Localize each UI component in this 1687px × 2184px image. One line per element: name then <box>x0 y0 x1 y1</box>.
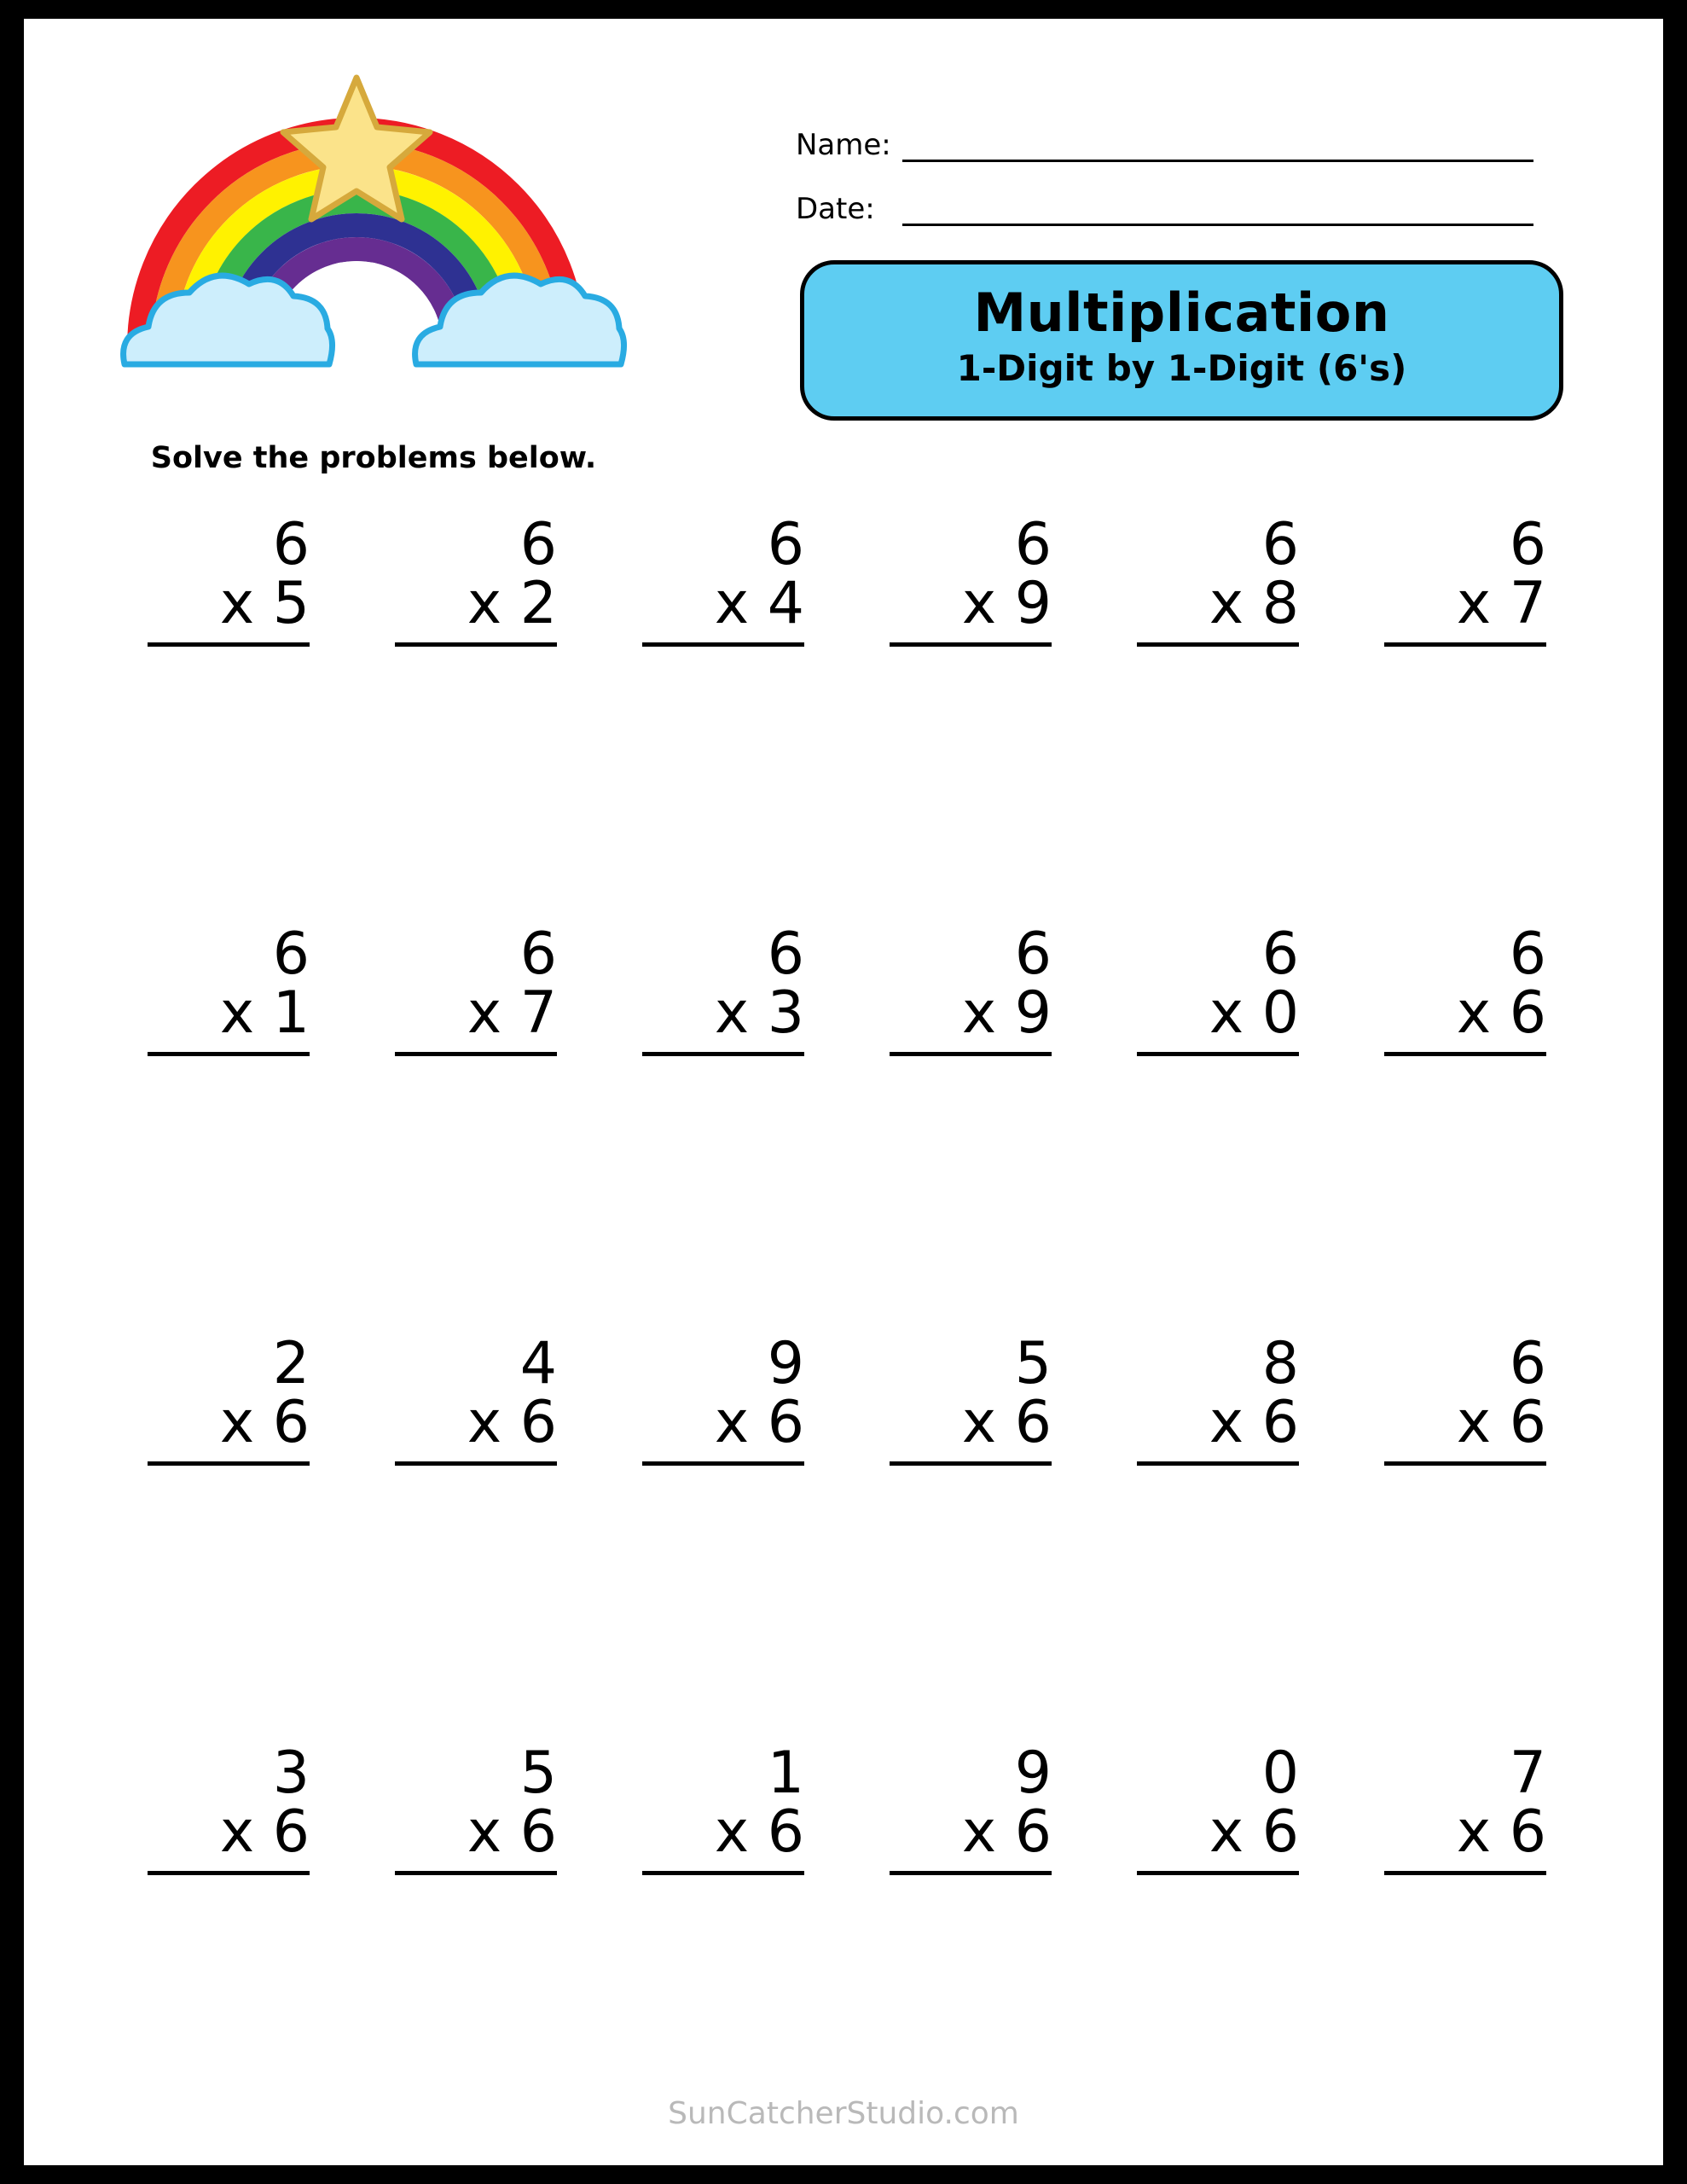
footer-credit: SunCatcherStudio.com <box>668 2096 1019 2131</box>
problem-multiplicand: 6 <box>519 511 557 578</box>
problem-multiplicand: 7 <box>1509 1740 1546 1807</box>
problem-multiplicand: 6 <box>1261 511 1299 578</box>
problem-multiplier: x 7 <box>395 984 557 1055</box>
problem-multiplicand: 6 <box>1509 921 1546 988</box>
problem-item <box>600 1316 847 1725</box>
instruction-text: Solve the problems below. <box>150 441 597 475</box>
problem-multiplier: x 6 <box>395 1393 557 1465</box>
title-banner <box>800 260 1563 421</box>
problem-multiplicand: 6 <box>1014 921 1052 988</box>
problem-body <box>890 921 1052 1056</box>
problem-item <box>600 906 847 1316</box>
problem-multiplier: x 6 <box>1384 1393 1546 1465</box>
problem-multiplier: x 6 <box>148 1803 310 1874</box>
problem-item <box>1094 1316 1342 1725</box>
problem-multiplicand: 6 <box>1509 1330 1546 1397</box>
problem-multiplier: x 8 <box>1137 574 1299 646</box>
problem-body <box>395 1740 557 1875</box>
problem-multiplicand: 9 <box>1014 1740 1052 1807</box>
problem-body <box>148 511 310 647</box>
problem-multiplier: x 9 <box>890 984 1052 1055</box>
problem-item <box>352 906 600 1316</box>
problem-body <box>890 511 1052 647</box>
problem-multiplicand: 5 <box>519 1740 557 1807</box>
problem-body <box>1137 921 1299 1056</box>
problem-multiplier: x 9 <box>890 574 1052 646</box>
problem-multiplicand: 6 <box>519 921 557 988</box>
page-title: Multiplication <box>973 282 1390 344</box>
problem-body <box>1384 921 1546 1056</box>
problem-body <box>395 511 557 647</box>
problem-grid <box>105 497 1589 2135</box>
problem-item <box>352 1316 600 1725</box>
problem-multiplier: x 6 <box>642 1393 804 1465</box>
name-field-row <box>796 128 1533 162</box>
problem-body <box>890 1330 1052 1466</box>
problem-item <box>1342 906 1589 1316</box>
problem-body <box>148 921 310 1056</box>
problem-item <box>847 497 1094 906</box>
problem-body <box>148 1740 310 1875</box>
problem-body <box>395 921 557 1056</box>
problem-multiplier: x 6 <box>1137 1803 1299 1874</box>
problem-multiplier: x 7 <box>1384 574 1546 646</box>
problem-body <box>1137 511 1299 647</box>
problem-body <box>1384 1740 1546 1875</box>
problem-item <box>1342 1316 1589 1725</box>
problem-multiplicand: 3 <box>272 1740 310 1807</box>
date-label: Date: <box>796 192 875 226</box>
problem-item <box>352 497 600 906</box>
name-input-line[interactable] <box>902 134 1533 162</box>
problem-multiplicand: 6 <box>272 511 310 578</box>
problem-body <box>148 1330 310 1466</box>
problem-multiplicand: 6 <box>1261 921 1299 988</box>
problem-item <box>600 1725 847 2135</box>
problem-body <box>1137 1330 1299 1466</box>
problem-multiplier: x 6 <box>890 1803 1052 1874</box>
problem-multiplicand: 5 <box>1014 1330 1052 1397</box>
problem-multiplier: x 6 <box>395 1803 557 1874</box>
problem-multiplier: x 5 <box>148 574 310 646</box>
problem-body <box>1137 1740 1299 1875</box>
problem-body <box>642 1330 804 1466</box>
problem-body <box>395 1330 557 1466</box>
problem-item <box>1342 497 1589 906</box>
problem-item <box>847 906 1094 1316</box>
problem-multiplicand: 9 <box>767 1330 804 1397</box>
problem-multiplier: x 3 <box>642 984 804 1055</box>
problem-multiplicand: 4 <box>519 1330 557 1397</box>
problem-multiplier: x 6 <box>1137 1393 1299 1465</box>
rainbow-illustration <box>92 66 655 475</box>
problem-item <box>847 1725 1094 2135</box>
problem-multiplier: x 2 <box>395 574 557 646</box>
problem-multiplicand: 6 <box>1509 511 1546 578</box>
problem-item <box>1342 1725 1589 2135</box>
problem-item <box>600 497 847 906</box>
problem-multiplicand: 2 <box>272 1330 310 1397</box>
problem-multiplicand: 8 <box>1261 1330 1299 1397</box>
worksheet-page <box>24 19 1663 2165</box>
problem-multiplicand: 6 <box>272 921 310 988</box>
problem-multiplicand: 1 <box>767 1740 804 1807</box>
problem-multiplier: x 6 <box>890 1393 1052 1465</box>
problem-item <box>352 1725 600 2135</box>
problem-multiplier: x 1 <box>148 984 310 1055</box>
problem-body <box>642 1740 804 1875</box>
worksheet-header <box>24 19 1663 475</box>
problem-multiplicand: 0 <box>1261 1740 1299 1807</box>
problem-multiplier: x 6 <box>1384 1803 1546 1874</box>
problem-item <box>105 1316 352 1725</box>
problem-multiplier: x 4 <box>642 574 804 646</box>
problem-item <box>1094 497 1342 906</box>
date-field-row <box>796 192 1533 226</box>
problem-item <box>105 1725 352 2135</box>
problem-multiplier: x 6 <box>642 1803 804 1874</box>
problem-multiplicand: 6 <box>767 921 804 988</box>
rainbow-icon <box>92 66 655 424</box>
problem-body <box>1384 511 1546 647</box>
problem-multiplier: x 0 <box>1137 984 1299 1055</box>
problem-multiplier: x 6 <box>1384 984 1546 1055</box>
problem-item <box>105 906 352 1316</box>
page-subtitle: 1-Digit by 1-Digit (6's) <box>956 347 1407 389</box>
problem-body <box>1384 1330 1546 1466</box>
problem-item <box>847 1316 1094 1725</box>
problem-body <box>642 511 804 647</box>
problem-body <box>890 1740 1052 1875</box>
date-input-line[interactable] <box>902 198 1533 226</box>
problem-item <box>1094 1725 1342 2135</box>
problem-multiplier: x 6 <box>148 1393 310 1465</box>
problem-item <box>1094 906 1342 1316</box>
problem-item <box>105 497 352 906</box>
name-label: Name: <box>796 128 891 162</box>
problem-multiplicand: 6 <box>767 511 804 578</box>
problem-multiplicand: 6 <box>1014 511 1052 578</box>
problem-body <box>642 921 804 1056</box>
